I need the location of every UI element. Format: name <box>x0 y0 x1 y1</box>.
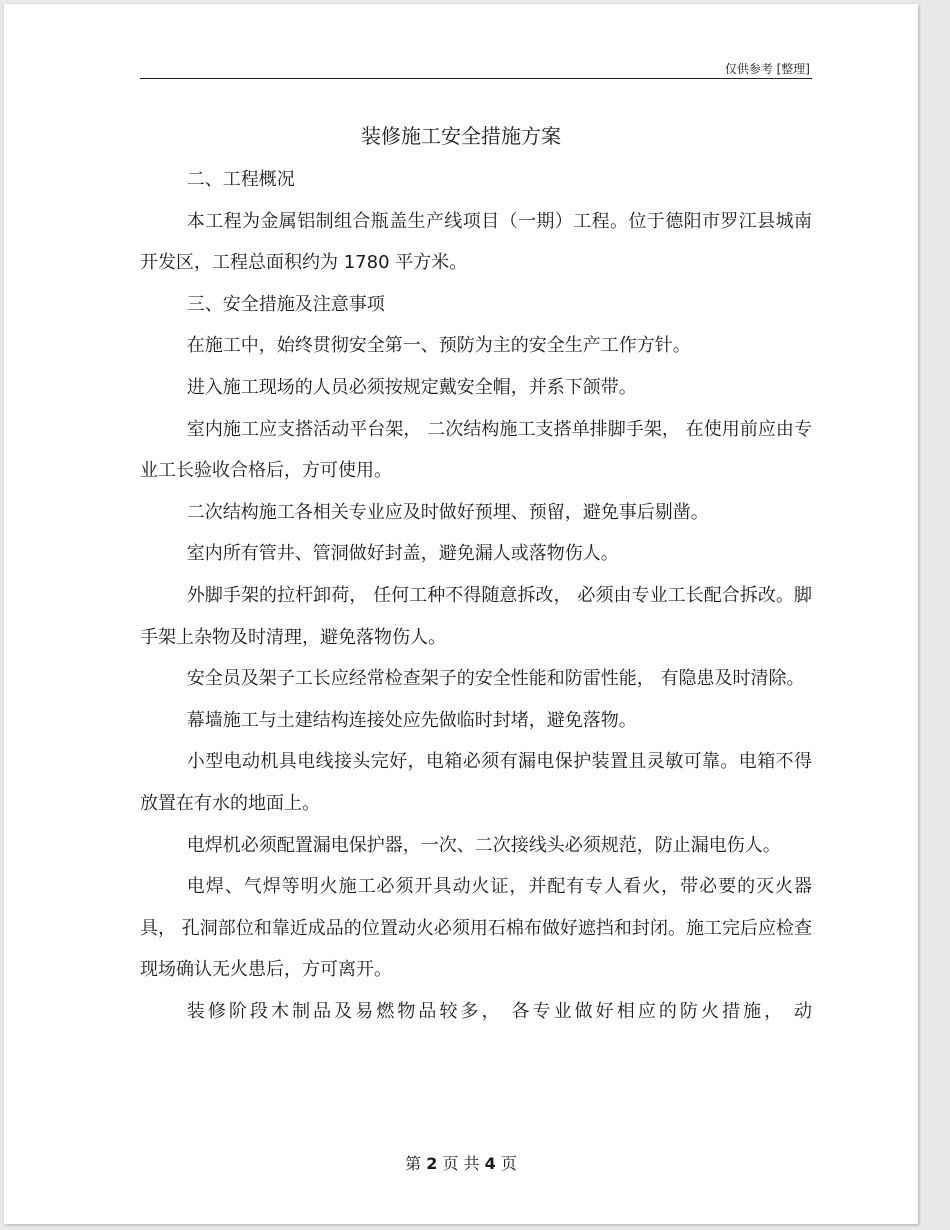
paragraph: 室内所有管井、管洞做好封盖，避免漏人或落物伤人。 <box>186 543 619 565</box>
paragraph: 电焊机必须配置漏电保护器，一次、二次接线头必须规范，防止漏电伤人。 <box>186 834 781 856</box>
document-page <box>4 4 918 1224</box>
paragraph: 进入施工现场的人员必须按规定戴安全帽，并系下颌带。 <box>186 376 637 398</box>
header-note: 仅供参考 [整理] <box>724 62 810 76</box>
paragraph: 电焊、气焊等明火施工必须开具动火证，并配有专人看火，带必要的灭火器具， 孔洞部位和靠近成品的位置动火必须用石棉布做好遮挡和封闭。施工完后应检查现场确认无火患后，方可离开。 <box>140 876 812 981</box>
paragraph: 小型电动机具电线接头完好，电箱必须有漏电保护装置且灵敏可靠。电箱不得放置在有水的地面上。 <box>140 751 812 814</box>
section-heading: 三、安全措施及注意事项 <box>186 293 385 315</box>
document-title: 装修施工安全措施方案 <box>361 124 561 148</box>
paragraph: 外脚手架的拉杆卸荷， 任何工种不得随意拆改， 必须由专业工长配合拆改。脚手架上杂物及时清理，避免落物伤人。 <box>140 584 812 648</box>
footer-total-pages: 4 <box>484 1154 496 1173</box>
paragraph: 二次结构施工各相关专业应及时做好预埋、预留，避免事后剔凿。 <box>186 501 709 523</box>
footer-suffix: 页 <box>500 1154 517 1173</box>
paragraph: 装修阶段木制品及易燃物品较多， 各专业做好相应的防火措施， 动 <box>186 1000 812 1022</box>
paragraph: 幕墙施工与土建结构连接处应先做临时封堵，避免落物。 <box>186 709 637 731</box>
paragraph: 室内施工应支搭活动平台架， 二次结构施工支搭单排脚手架， 在使用前应由专业工长验收合格后，方可使用。 <box>140 418 812 482</box>
footer-page-number: 2 <box>426 1154 438 1173</box>
footer-middle: 页 共 <box>442 1154 480 1173</box>
section-heading: 二、工程概况 <box>186 169 295 190</box>
paragraph: 本工程为金属铝制组合瓶盖生产线项目（一期）工程。位于德阳市罗江县城南开发区，工程总面积约为 1780 平方米。 <box>140 210 812 274</box>
paragraph: 在施工中，始终贯彻安全第一、预防为主的安全生产工作方针。 <box>186 335 691 357</box>
paragraph: 安全员及架子工长应经常检查架子的安全性能和防雷性能， 有隐患及时清除。 <box>186 668 805 690</box>
footer-prefix: 第 <box>405 1154 422 1173</box>
page-footer <box>4 1151 918 1174</box>
document-body <box>140 159 812 1032</box>
header-rule <box>140 78 812 79</box>
